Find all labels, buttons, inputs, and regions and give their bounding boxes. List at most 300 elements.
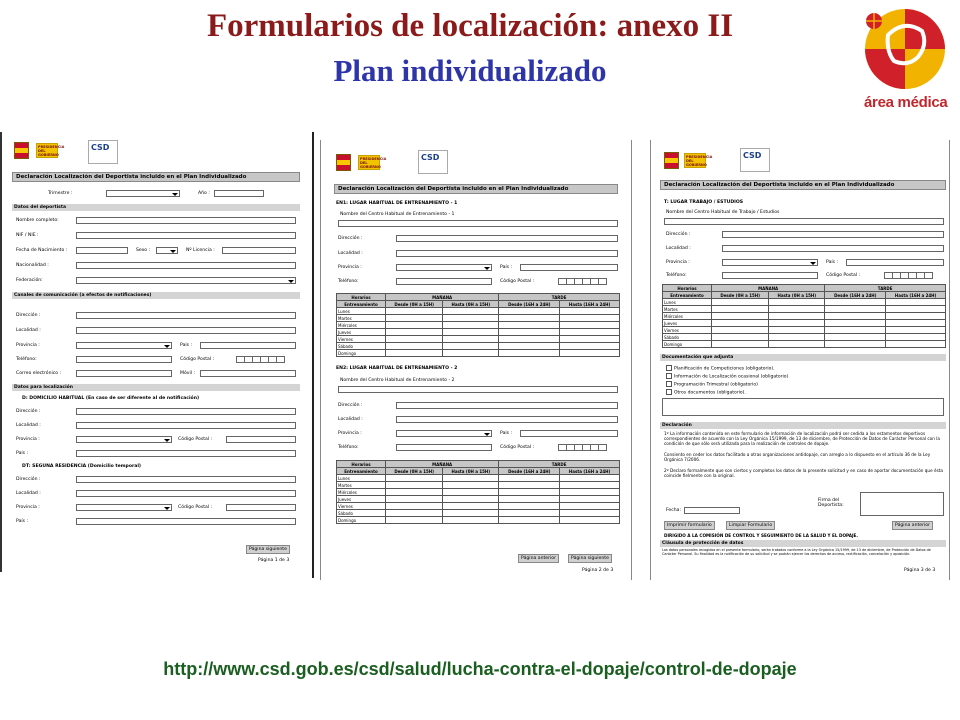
federacion-label: Federación: xyxy=(16,278,43,283)
schedule-header: Hasta (0H a 15H) xyxy=(769,292,825,299)
d-pais-label: País : xyxy=(16,451,29,456)
form-page-1 xyxy=(0,132,306,572)
en1-direccion-field[interactable] xyxy=(396,235,618,242)
time-cell[interactable] xyxy=(886,334,946,341)
day-label: Martes xyxy=(663,306,712,313)
nacionalidad-field[interactable] xyxy=(76,262,296,269)
table-row xyxy=(337,343,620,350)
time-cell[interactable] xyxy=(499,336,560,343)
time-cell[interactable] xyxy=(499,308,560,315)
schedule-header: Desde (16H a 24H) xyxy=(825,292,886,299)
day-label: Lunes xyxy=(337,308,386,315)
licencia-label: Nº Licencia : xyxy=(186,248,215,253)
time-cell[interactable] xyxy=(386,329,443,336)
t-nombre-field[interactable] xyxy=(664,218,944,225)
day-label: Jueves xyxy=(337,496,386,503)
en1-cp-label: Código Postal : xyxy=(500,279,535,284)
time-cell[interactable] xyxy=(443,510,499,517)
time-cell[interactable] xyxy=(769,341,825,348)
time-cell[interactable] xyxy=(386,322,443,329)
en1-telefono-label: Teléfono: xyxy=(338,279,359,284)
time-cell[interactable] xyxy=(499,322,560,329)
time-cell[interactable] xyxy=(560,482,620,489)
sub-domicilio: D: DOMICILIO HABITUAL (En caso de ser diferente al de notificación) xyxy=(22,396,200,401)
day-label: Jueves xyxy=(663,320,712,327)
en1-pais-field[interactable] xyxy=(520,264,618,271)
table-row xyxy=(337,517,620,524)
time-cell[interactable] xyxy=(560,503,620,510)
t-localidad-label: Localidad : xyxy=(666,246,691,251)
dt-cp-field[interactable] xyxy=(226,504,296,511)
time-cell[interactable] xyxy=(712,327,769,334)
day-label: Domingo xyxy=(337,350,386,357)
ano-field[interactable] xyxy=(214,190,264,197)
slide-title: Formularios de localización: anexo II xyxy=(206,8,734,44)
schedule-header: Hasta (0H a 15H) xyxy=(443,301,499,308)
table-row xyxy=(337,350,620,357)
docs-notes-field[interactable] xyxy=(662,398,944,416)
page-number: Página 3 de 3 xyxy=(904,568,936,573)
en2-telefono-field[interactable] xyxy=(396,444,492,451)
schedule-header: MAÑANA xyxy=(386,294,499,301)
time-cell[interactable] xyxy=(825,341,886,348)
time-cell[interactable] xyxy=(886,327,946,334)
t-cp-cells[interactable] xyxy=(884,272,932,279)
time-cell[interactable] xyxy=(499,315,560,322)
schedule-header: MAÑANA xyxy=(386,461,499,468)
time-cell[interactable] xyxy=(560,475,620,482)
table-row xyxy=(663,306,946,313)
firma-label: Firma del Deportista: xyxy=(818,498,844,508)
form-title: Declaración Localización del Deportista incluido en el Plan Individualizado xyxy=(334,184,618,194)
source-url[interactable]: http://www.csd.gob.es/csd/salud/lucha-contra-el-dopaje/control-de-dopaje xyxy=(163,659,797,679)
declaration-text-2: Consiento en ceder los datos facilitado a otras organizaciones antidopaje, con arreglo a lo dispuesto en el artículo 36 de la Ley Orgánica 7/2006. xyxy=(664,452,931,463)
time-cell[interactable] xyxy=(886,313,946,320)
time-cell[interactable] xyxy=(769,320,825,327)
time-cell[interactable] xyxy=(886,341,946,348)
dt-provincia-label: Provincia : xyxy=(16,505,40,510)
time-cell[interactable] xyxy=(560,308,620,315)
d-localidad-label: Localidad : xyxy=(16,423,41,428)
schedule-header: Desde (16H a 24H) xyxy=(499,301,560,308)
day-label: Miércoles xyxy=(337,489,386,496)
pais-field[interactable] xyxy=(200,342,296,349)
form-title: Declaración Localización del Deportista incluido en el Plan Individualizado xyxy=(660,180,946,190)
time-cell[interactable] xyxy=(712,341,769,348)
table-row xyxy=(663,334,946,341)
csd-logo: CSD xyxy=(418,150,448,174)
schedule-header: Entrenamiento xyxy=(663,292,712,299)
schedule-header: Horarios xyxy=(337,461,386,468)
day-label: Martes xyxy=(337,482,386,489)
fecha-field[interactable] xyxy=(684,507,740,514)
d-cp-field[interactable] xyxy=(226,436,296,443)
fecha-nac-field[interactable] xyxy=(76,247,128,254)
form-title: Declaración Localización del Deportista incluido en el Plan Individualizado xyxy=(12,172,300,182)
time-cell[interactable] xyxy=(443,329,499,336)
day-label: Sábado xyxy=(337,510,386,517)
en1-heading: EN1: LUGAR HABITUAL DE ENTRENAMIENTO - 1 xyxy=(336,201,458,206)
time-cell[interactable] xyxy=(443,315,499,322)
day-label: Lunes xyxy=(337,475,386,482)
schedule-header: Horarios xyxy=(337,294,386,301)
t-direccion-field[interactable] xyxy=(722,231,944,238)
en1-pais-label: País : xyxy=(500,265,513,270)
t-nombre-label: Nombre del Centro Habitual de Trabajo / Estudios xyxy=(666,210,780,215)
time-cell[interactable] xyxy=(443,482,499,489)
fecha-nac-label: Fecha de Nacimiento : xyxy=(16,248,68,253)
time-cell[interactable] xyxy=(386,482,443,489)
time-cell[interactable] xyxy=(443,503,499,510)
schedule-header: Horarios xyxy=(663,285,712,292)
schedule-header: Entrenamiento xyxy=(337,301,386,308)
time-cell[interactable] xyxy=(886,320,946,327)
en2-direccion-field[interactable] xyxy=(396,402,618,409)
time-cell[interactable] xyxy=(443,336,499,343)
time-cell[interactable] xyxy=(769,313,825,320)
page-divider xyxy=(312,132,314,578)
en1-localidad-label: Localidad : xyxy=(338,251,363,256)
section-localizacion: Datos para localización xyxy=(12,384,300,391)
dt-provincia-select[interactable] xyxy=(76,504,172,511)
time-cell[interactable] xyxy=(499,496,560,503)
time-cell[interactable] xyxy=(769,306,825,313)
en2-localidad-label: Localidad : xyxy=(338,417,363,422)
nombre-field[interactable] xyxy=(76,217,296,224)
en1-cp-cells[interactable] xyxy=(558,278,606,285)
correo-label: Correo electrónico : xyxy=(16,371,62,376)
time-cell[interactable] xyxy=(386,510,443,517)
time-cell[interactable] xyxy=(499,517,560,524)
clear-form-button[interactable]: Limpiar Formulario xyxy=(726,521,775,530)
time-cell[interactable] xyxy=(825,313,886,320)
localidad-label: Localidad : xyxy=(16,328,41,333)
d-localidad-field[interactable] xyxy=(76,422,296,429)
en1-provincia-select[interactable] xyxy=(396,264,492,271)
t-direccion-label: Dirección : xyxy=(666,232,691,237)
schedule-header: Hasta (16H a 24H) xyxy=(886,292,946,299)
time-cell[interactable] xyxy=(825,306,886,313)
table-row xyxy=(663,313,946,320)
time-cell[interactable] xyxy=(443,308,499,315)
time-cell[interactable] xyxy=(499,475,560,482)
next-page-button[interactable]: Página siguiente xyxy=(568,554,612,563)
time-cell[interactable] xyxy=(560,489,620,496)
time-cell[interactable] xyxy=(712,306,769,313)
en2-localidad-field[interactable] xyxy=(396,416,618,423)
table-row xyxy=(337,496,620,503)
page-number: Página 2 de 3 xyxy=(582,568,614,573)
table-row xyxy=(663,320,946,327)
table-row xyxy=(337,329,620,336)
prev-page-button[interactable]: Página anterior xyxy=(892,521,933,530)
gov-badge: PRESIDENCIA DEL GOBIERNO xyxy=(38,145,65,157)
nif-field[interactable] xyxy=(76,232,296,239)
schedule-header: Hasta (16H a 24H) xyxy=(560,301,620,308)
time-cell[interactable] xyxy=(499,482,560,489)
schedule-header: Desde (0H a 15H) xyxy=(712,292,769,299)
day-label: Sábado xyxy=(663,334,712,341)
table-row xyxy=(337,510,620,517)
time-cell[interactable] xyxy=(386,315,443,322)
time-cell[interactable] xyxy=(712,313,769,320)
day-label: Miércoles xyxy=(337,322,386,329)
time-cell[interactable] xyxy=(560,496,620,503)
declaration-text-3: 2º Declaro formalmente que son ciertos y completos los datos de la presente solicitud y en caso de aportar documentación que ésta coincide fielmente con la original. xyxy=(664,468,943,479)
time-cell[interactable] xyxy=(769,327,825,334)
d-cp-label: Código Postal : xyxy=(178,437,213,442)
form-page-3 xyxy=(650,140,950,580)
time-cell[interactable] xyxy=(386,343,443,350)
time-cell[interactable] xyxy=(825,327,886,334)
telefono-field[interactable] xyxy=(76,356,172,363)
en2-heading: EN2: LUGAR HABITUAL DE ENTRENAMIENTO - 2 xyxy=(336,366,458,371)
time-cell[interactable] xyxy=(712,299,769,306)
section-canales: Canales de comunicación (a efectos de notificaciones) xyxy=(12,292,300,299)
section-clausula: Cláusula de protección de datos xyxy=(660,540,946,547)
coat-of-arms-icon xyxy=(14,142,29,159)
prev-page-button[interactable]: Página anterior xyxy=(518,554,559,563)
schedule-header: TARDE xyxy=(499,461,620,468)
table-row xyxy=(337,322,620,329)
federacion-select[interactable] xyxy=(76,277,296,284)
day-label: Viernes xyxy=(337,503,386,510)
doc-checkbox[interactable]: Programación Trimestral (obligatorio) xyxy=(666,381,758,388)
form-page-2 xyxy=(320,140,632,580)
en1-schedule-table xyxy=(336,293,620,357)
coat-of-arms-icon xyxy=(664,152,679,169)
en2-nombre-field[interactable] xyxy=(338,386,618,393)
dt-direccion-label: Dirección : xyxy=(16,477,41,482)
provincia-select[interactable] xyxy=(76,342,172,349)
nacionalidad-label: Nacionalidad : xyxy=(16,263,49,268)
t-pais-label: País : xyxy=(826,260,839,265)
time-cell[interactable] xyxy=(560,322,620,329)
direccion-label: Dirección : xyxy=(16,313,41,318)
gov-badge: PRESIDENCIA DEL GOBIERNO xyxy=(360,157,387,169)
day-label: Viernes xyxy=(663,327,712,334)
firma-field[interactable] xyxy=(860,492,944,516)
d-pais-field[interactable] xyxy=(76,450,296,457)
csd-logo: CSD xyxy=(740,148,770,172)
dt-direccion-field[interactable] xyxy=(76,476,296,483)
nombre-label: Nombre completo: xyxy=(16,218,59,223)
time-cell[interactable] xyxy=(443,517,499,524)
csd-logo: CSD xyxy=(88,140,118,164)
licencia-field[interactable] xyxy=(222,247,296,254)
en2-pais-label: País : xyxy=(500,431,513,436)
en1-telefono-field[interactable] xyxy=(396,278,492,285)
dt-localidad-label: Localidad : xyxy=(16,491,41,496)
time-cell[interactable] xyxy=(499,503,560,510)
dt-pais-label: País : xyxy=(16,519,29,524)
ano-label: Año : xyxy=(198,191,210,196)
time-cell[interactable] xyxy=(443,322,499,329)
schedule-header: Entrenamiento xyxy=(337,468,386,475)
table-row xyxy=(337,308,620,315)
time-cell[interactable] xyxy=(386,496,443,503)
schedule-header: Hasta (0H a 15H) xyxy=(443,468,499,475)
en1-nombre-label: Nombre del Centro Habitual de Entrenamiento - 1 xyxy=(340,212,455,217)
time-cell[interactable] xyxy=(386,517,443,524)
section-datos-deportista: Datos del deportista xyxy=(12,204,300,211)
gov-badge: PRESIDENCIA DEL GOBIERNO xyxy=(686,155,713,167)
time-cell[interactable] xyxy=(499,343,560,350)
time-cell[interactable] xyxy=(386,475,443,482)
section-declaracion: Declaración xyxy=(660,422,946,429)
t-localidad-field[interactable] xyxy=(722,245,944,252)
table-row xyxy=(337,482,620,489)
doc-checkbox[interactable]: Planificación de Competiciones (obligatorio). xyxy=(666,365,775,372)
time-cell[interactable] xyxy=(712,320,769,327)
d-provincia-label: Provincia : xyxy=(16,437,40,442)
print-form-button[interactable]: Imprimir formulario xyxy=(664,521,715,530)
t-cp-label: Código Postal : xyxy=(826,273,861,278)
t-provincia-select[interactable] xyxy=(722,259,818,266)
day-label: Domingo xyxy=(663,341,712,348)
d-direccion-field[interactable] xyxy=(76,408,296,415)
nif-label: NIF / NIE : xyxy=(16,233,39,238)
time-cell[interactable] xyxy=(560,343,620,350)
time-cell[interactable] xyxy=(825,299,886,306)
schedule-header: TARDE xyxy=(825,285,946,292)
section-documentacion: Documentación que adjunta xyxy=(660,354,946,361)
time-cell[interactable] xyxy=(499,489,560,496)
time-cell[interactable] xyxy=(560,350,620,357)
cp-label: Código Postal : xyxy=(180,357,215,362)
en2-schedule-table xyxy=(336,460,620,524)
dt-cp-label: Código Postal : xyxy=(178,505,213,510)
en2-cp-label: Código Postal : xyxy=(500,445,535,450)
time-cell[interactable] xyxy=(443,496,499,503)
dt-pais-field[interactable] xyxy=(76,518,296,525)
time-cell[interactable] xyxy=(560,336,620,343)
schedule-header: Desde (0H a 15H) xyxy=(386,301,443,308)
time-cell[interactable] xyxy=(560,510,620,517)
page-number: Página 1 de 3 xyxy=(258,558,290,563)
time-cell[interactable] xyxy=(825,334,886,341)
table-row xyxy=(337,489,620,496)
direccion-field[interactable] xyxy=(76,312,296,319)
t-heading: T: LUGAR TRABAJO / ESTUDIOS xyxy=(664,200,744,205)
time-cell[interactable] xyxy=(769,299,825,306)
day-label: Sábado xyxy=(337,343,386,350)
sexo-label: Sexo : xyxy=(136,248,151,253)
d-provincia-select[interactable] xyxy=(76,436,172,443)
en2-nombre-label: Nombre del Centro Habitual de Entrenamiento - 2 xyxy=(340,378,455,383)
time-cell[interactable] xyxy=(443,350,499,357)
table-row xyxy=(337,336,620,343)
schedule-header: MAÑANA xyxy=(712,285,825,292)
day-label: Viernes xyxy=(337,336,386,343)
time-cell[interactable] xyxy=(443,475,499,482)
en1-nombre-field[interactable] xyxy=(338,220,618,227)
en2-direccion-label: Dirección : xyxy=(338,403,363,408)
day-label: Domingo xyxy=(337,517,386,524)
dt-localidad-field[interactable] xyxy=(76,490,296,497)
time-cell[interactable] xyxy=(712,334,769,341)
t-provincia-label: Provincia : xyxy=(666,260,690,265)
telefono-label: Teléfono: xyxy=(16,357,37,362)
doc-checkbox[interactable]: Información de Localización ocasional (obligatorio) xyxy=(666,373,788,380)
en2-provincia-label: Provincia : xyxy=(338,431,362,436)
time-cell[interactable] xyxy=(886,306,946,313)
table-row xyxy=(337,475,620,482)
correo-field[interactable] xyxy=(76,370,172,377)
time-cell[interactable] xyxy=(386,308,443,315)
en2-telefono-label: Teléfono: xyxy=(338,445,359,450)
time-cell[interactable] xyxy=(560,517,620,524)
day-label: Martes xyxy=(337,315,386,322)
time-cell[interactable] xyxy=(769,334,825,341)
time-cell[interactable] xyxy=(386,350,443,357)
t-telefono-label: Teléfono: xyxy=(666,273,687,278)
trimestre-select[interactable] xyxy=(106,190,180,197)
time-cell[interactable] xyxy=(443,489,499,496)
t-pais-field[interactable] xyxy=(846,259,944,266)
en2-pais-field[interactable] xyxy=(520,430,618,437)
dirigido-text: DIRIGIDO A LA COMISIÓN DE CONTROL Y SEGUIMIENTO DE LA SALUD Y EL DOPAJE. xyxy=(664,533,858,538)
time-cell[interactable] xyxy=(886,299,946,306)
time-cell[interactable] xyxy=(386,336,443,343)
slide-subtitle: Plan individualizado xyxy=(333,53,607,88)
clausula-text: Los datos personales recogidos en el presente formulario, serán tratados conforme a la Ley Orgánica 15/1999, de 13 de diciembre, de Protección de Datos de Carácter Personal. Su finalidad es la notificación de su solicitud y se podrán ejercer los derechos de acceso, rectificación, cancelación y oposición. xyxy=(662,548,931,556)
time-cell[interactable] xyxy=(499,510,560,517)
movil-label: Móvil : xyxy=(180,371,196,376)
movil-field[interactable] xyxy=(200,370,296,377)
table-row xyxy=(337,503,620,510)
schedule-header: TARDE xyxy=(499,294,620,301)
time-cell[interactable] xyxy=(386,489,443,496)
sexo-select[interactable] xyxy=(156,247,178,254)
sub-segunda-residencia: DT: SEGUNA RESIDENCIA (Domicilio temporal) xyxy=(22,464,142,469)
time-cell[interactable] xyxy=(560,329,620,336)
en2-provincia-select[interactable] xyxy=(396,430,492,437)
logo-wordmark: área médica xyxy=(864,94,948,111)
time-cell[interactable] xyxy=(825,320,886,327)
doc-checkbox[interactable]: Otros documentos (obligatorio). xyxy=(666,389,746,396)
d-direccion-label: Dirección : xyxy=(16,409,41,414)
time-cell[interactable] xyxy=(443,343,499,350)
en2-cp-cells[interactable] xyxy=(558,444,606,451)
coat-of-arms-icon xyxy=(336,154,351,171)
pais-label: País : xyxy=(180,343,193,348)
schedule-header: Desde (0H a 15H) xyxy=(386,468,443,475)
en1-localidad-field[interactable] xyxy=(396,250,618,257)
cp-cells[interactable] xyxy=(236,356,284,363)
table-row xyxy=(663,341,946,348)
next-page-button[interactable]: Página siguiente xyxy=(246,545,290,554)
time-cell[interactable] xyxy=(386,503,443,510)
trimestre-label: Trimestre : xyxy=(48,191,73,196)
localidad-field[interactable] xyxy=(76,327,296,334)
en1-direccion-label: Dirección : xyxy=(338,236,363,241)
table-row xyxy=(663,327,946,334)
day-label: Jueves xyxy=(337,329,386,336)
table-row xyxy=(663,299,946,306)
schedule-header: Desde (16H a 24H) xyxy=(499,468,560,475)
schedule-header: Hasta (16H a 24H) xyxy=(560,468,620,475)
t-telefono-field[interactable] xyxy=(722,272,818,279)
day-label: Miércoles xyxy=(663,313,712,320)
fecha-label: Fecha: xyxy=(666,508,682,513)
provincia-label: Provincia : xyxy=(16,343,40,348)
day-label: Lunes xyxy=(663,299,712,306)
time-cell[interactable] xyxy=(499,329,560,336)
time-cell[interactable] xyxy=(560,315,620,322)
time-cell[interactable] xyxy=(499,350,560,357)
en1-provincia-label: Provincia : xyxy=(338,265,362,270)
